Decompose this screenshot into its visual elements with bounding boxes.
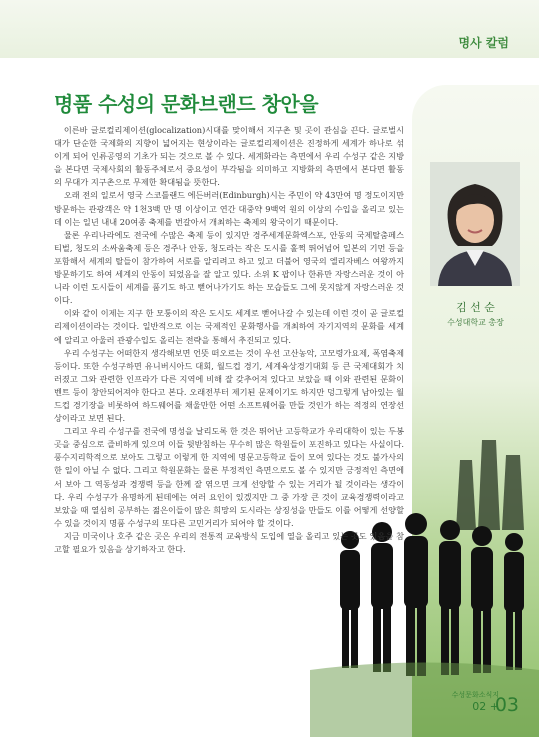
section-label: 명사 칼럼 — [458, 36, 509, 50]
article-paragraph: 그리고 우리 수성구를 전국에 명성을 날리도록 한 것은 뛰어난 고등학교가 우리대학이 있는 두봉곳을 중심으로 즐비하게 있으며 이들 뒷받침하는 무수히 많은 학원들이 포진하고 있다는 사실이다. 풍수지리학적으로 보아도 그렇고 이렇게 한 지역에 명문고등학교 들이 모여 있다는 것도 불가사의한 일이 아닐 수 없다. 그리고 학원문화는 물론 부정적인 측면으로도 볼 수 있지만 긍정적인 측면에서 보아 그 역동성과 경쟁력 등을 한께 잘 엮으면 크게 선양할 수 있는 거리가 될 것이라는 생각이다. 우리 수성구가 유명하게 된데에는 여러 요인이 있겠지만 그 중 가장 큰 것이 교육경쟁력이라고 보았을 때 열심히 공부하는 젊은이들이 많은 희망의 도시라는 상징성을 만들도 이를 어떻게 선양할 수 있을 것이지 명품 수성구의 또다른 고민거리가 되어야 할 것이다. — [54, 426, 404, 528]
article-paragraph: 이와 같이 이제는 지구 한 모퉁이의 작은 도시도 세계로 뻗어나갈 수 있는데 이런 것이 곧 글로컬리제이션이라는 것이다. 일반적으로 이는 국제적인 문화행사를 개최하여 자기지역의 문화를 세계에 알리고 아울러 관광수입도 올리는 전략을 통해서 추진되고 있다. — [54, 308, 404, 345]
author-title: 수성대학교 총장 — [447, 318, 504, 327]
article-paragraph: 물론 우리나라에도 전국에 수많은 축제 등이 있지만 경주세계문화엑스포, 안동의 국제탈춤페스티벌, 청도의 소싸움축제 등은 경주나 안동, 청도라는 작은 도시를 훌쩍 뛰어넘어 일본의 기먼 등을 포함해서 세계의 탈들이 참가하여 서로를 알리려고 하고 있고 더불어 영국의 엘리자베스 여왕까지 방문하기도 하여 세계의 안동이 되었음을 잘 알고 있다. 소위 K 팝이나 한류만 자랑스러운 것이 아니라 이런 도시들이 세계를 품기도 하고 뻗어나가기도 하는 모습들도 그에 못지않게 자랑스러운 것이다. — [54, 229, 404, 306]
article-paragraph: 오래 전의 일로서 영국 스코틀랜드 에든버러(Edinburgh)시는 주민이 약 43만여 명 정도이지만 방문하는 관광객은 약 1천3백 만 명 이상이고 연간 대중약 9백억 원의 이상의 수입을 올리고 있는데 이는 일년 내내 20여종 축제를 번갈아서 개최하는 축제의 왕국이기 때문이다. — [54, 190, 404, 227]
author-portrait-image — [430, 162, 520, 286]
author-photo — [430, 162, 520, 286]
article-paragraph: 우리 수성구는 어떠한지 생각해보면 언뜻 떠오르는 것이 우선 고산농악, 고모령가요제, 폭염축제 등이다. 또한 수성구하면 유니버시아드 대회, 월드컵 경기, 세계육상경기대회 등 큰 국제대회가 치러졌고 그와 관련한 인프라가 다른 지역에 비해 잘 갖추어져 있다고 보았을 때 이와 관련된 문화이벤트 등이 창안되어져야 한다고 본다. 오래전부터 제기된 문제이기도 하지만 덩그렇게 남아있는 월드컵 경기장을 비롯하여 하드웨어를 채울만한 어떤 소프트웨어를 만들 것인가 하는 적정의 연장선상이라고 보면 된다. — [54, 347, 404, 424]
issue-number: 02 + — [472, 700, 499, 713]
article-title: 명품 수성의 문화브랜드 창안을 — [54, 92, 319, 116]
author-name: 김 선 순 — [456, 301, 495, 314]
page-number: 03 — [494, 694, 519, 716]
article-body — [54, 124, 404, 556]
article-paragraph: 이른바 글로컬리제이션(glocalization)시대를 맞이해서 지구촌 및 곳이 관심을 끈다. 글로벌시대가 단순한 국제화의 지향이 넓어지는 현상이라는 글로컬리제이션은 진정하게 세계가 하나로 섞이게 되어 인류공영의 기초가 되는 것으로 볼 수 있다. 세계화라는 측면에서 우리 수성구 같은 지방을 본다면 국제사회의 활동주체로서 중요성이 부각됨을 의미하고 지방화의 측면에서 본다면 활동의 무대가 지구촌으로 무제한 확대됨을 뜻한다. — [54, 125, 404, 188]
magazine-name: 수성문화소식지 — [451, 691, 499, 699]
article-paragraph: 지금 미국이나 호주 같은 곳은 우리의 전통적 교육방식 도입에 열을 올리고 있는 곳도 있음을 참고할 필요가 있음을 상기하자고 한다. — [54, 530, 404, 554]
header-band — [0, 0, 539, 58]
